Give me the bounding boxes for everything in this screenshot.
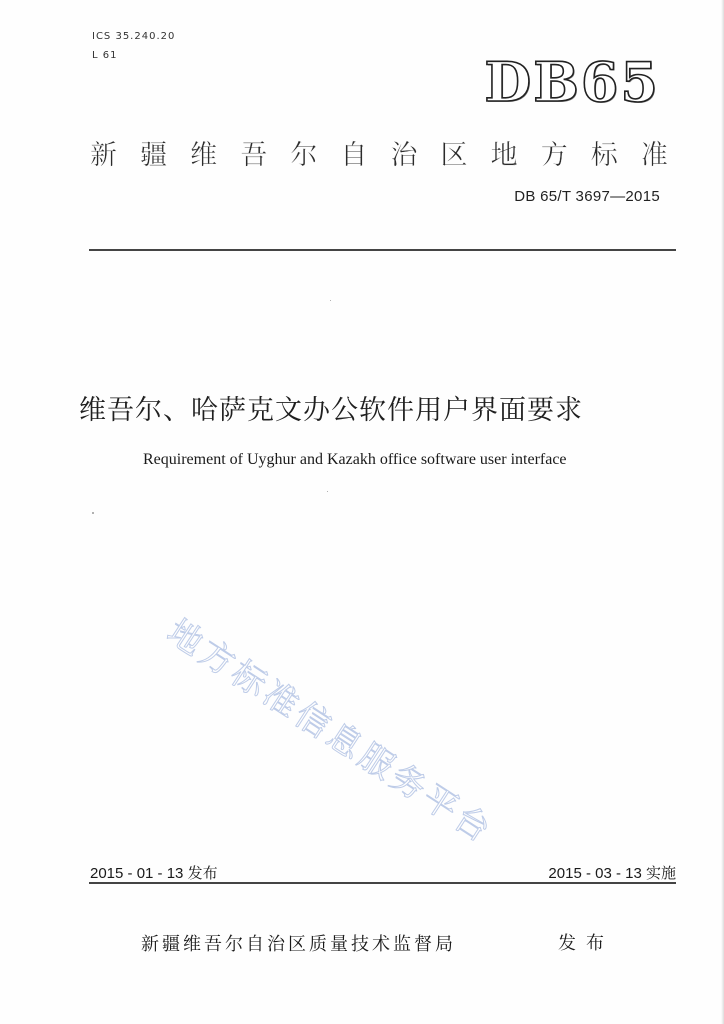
scan-speck bbox=[327, 491, 328, 492]
standard-number: DB 65/T 3697—2015 bbox=[514, 188, 660, 205]
ics-code: ICS 35.240.20 bbox=[92, 31, 176, 42]
organization-title-char: 尔 bbox=[290, 140, 318, 171]
english-title: Requirement of Uyghur and Kazakh office software user interface bbox=[143, 451, 567, 468]
organization-title bbox=[89, 133, 669, 172]
db65-logo: DB65 bbox=[484, 50, 660, 114]
classification-code: L 61 bbox=[92, 50, 118, 61]
organization-title-char: 准 bbox=[640, 140, 668, 171]
organization-title-char: 区 bbox=[440, 140, 468, 171]
scan-speck bbox=[330, 300, 331, 301]
organization-title-char: 方 bbox=[540, 140, 568, 171]
publish-date: 2015 - 01 - 13 发布 bbox=[90, 865, 218, 882]
organization-title-char: 新 bbox=[90, 140, 117, 171]
scan-speck bbox=[92, 512, 94, 514]
organization-title-char: 治 bbox=[390, 140, 418, 171]
organization-title-char: 吾 bbox=[240, 140, 268, 171]
header-divider bbox=[89, 249, 676, 251]
organization-title-char: 地 bbox=[490, 140, 518, 171]
footer-divider bbox=[89, 882, 676, 884]
implement-date: 2015 - 03 - 13 实施 bbox=[548, 865, 676, 882]
organization-title-char: 疆 bbox=[140, 140, 168, 171]
organization-title-char: 维 bbox=[190, 140, 218, 171]
chinese-title: 维吾尔、哈萨克文办公软件用户界面要求 bbox=[79, 395, 583, 426]
organization-title-char: 自 bbox=[340, 140, 368, 171]
issue-label: 发布 bbox=[558, 933, 614, 954]
watermark-text: 地方标准信息服务平台 bbox=[159, 611, 501, 853]
organization-title-char: 标 bbox=[590, 140, 618, 171]
issuing-authority: 新疆维吾尔自治区质量技术监督局 bbox=[141, 934, 456, 955]
